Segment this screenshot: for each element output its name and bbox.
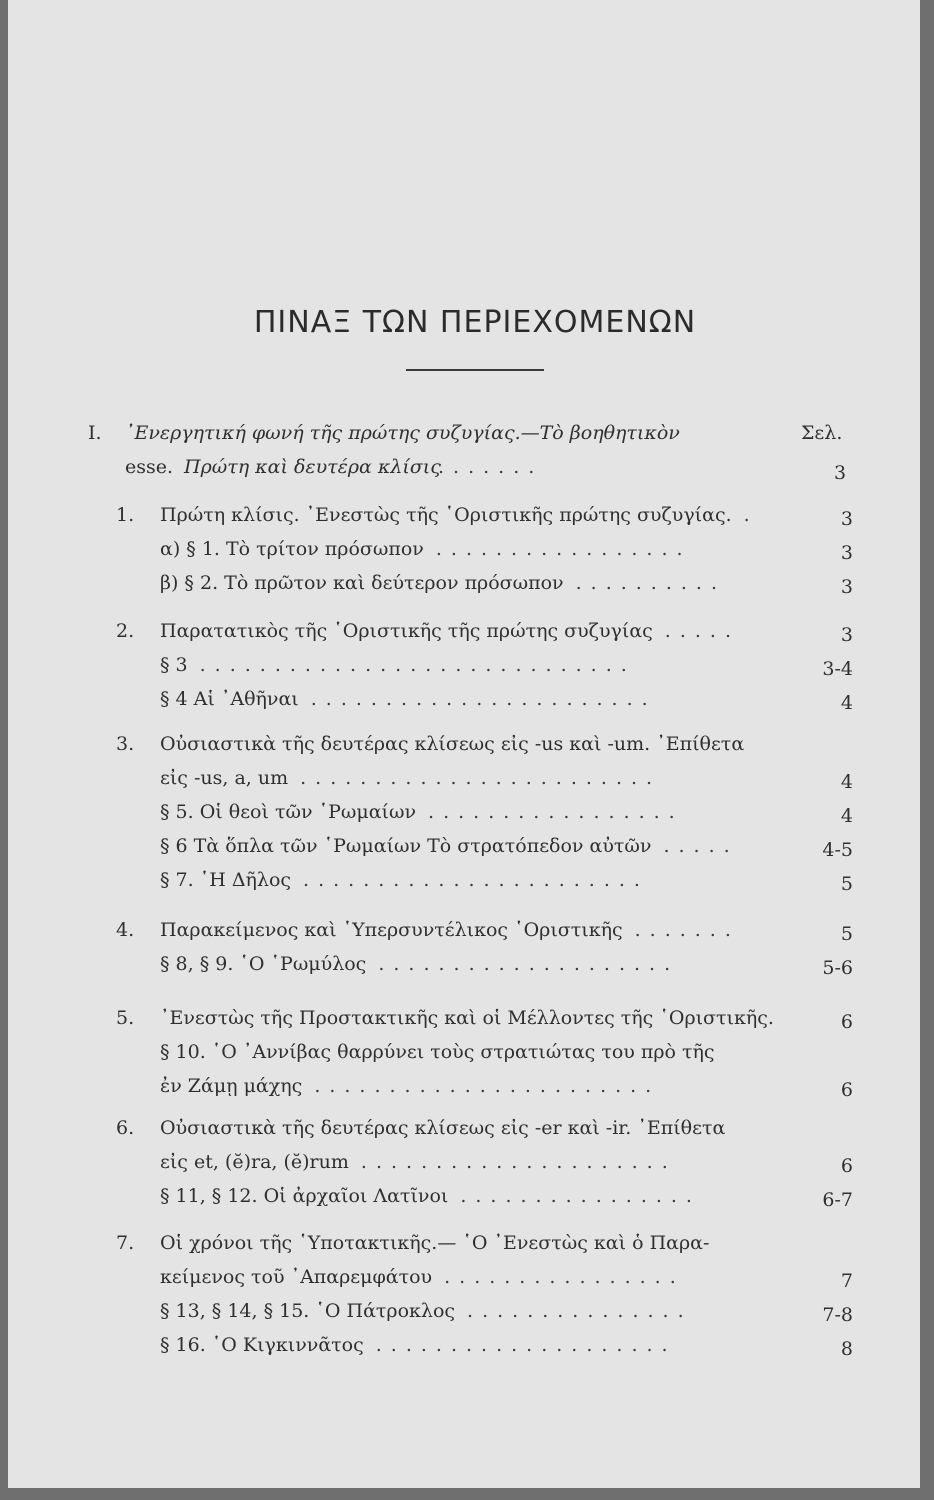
part-numeral: I.	[88, 422, 102, 444]
toc-entry-text: εἰς et, (ĕ)ra, (ĕ)rum	[160, 1151, 349, 1173]
toc-entry-page: 6	[840, 1155, 853, 1177]
toc-entry-page: 4	[840, 692, 853, 714]
part-title-line2b: Πρώτη καὶ δευτέρα κλίσις	[184, 456, 441, 478]
leader-dots: .......................	[303, 869, 649, 891]
part-page: 3	[834, 462, 847, 484]
leader-dots: ...............	[467, 1300, 693, 1322]
toc-entry-text: § 16. ῾Ο Κιγκιννᾶτος	[160, 1334, 364, 1356]
toc-entry-page: 4	[840, 805, 853, 827]
toc-entry-text: § 3	[160, 654, 188, 676]
section-number: 7.	[116, 1232, 135, 1254]
toc-entry-text: § 10. ῾Ο ᾿Αννίβας θαρρύνει τοὺς στρατιώτας του πρὸ τῆς	[160, 1041, 715, 1063]
toc-entry-text: Οὐσιαστικὰ τῆς δευτέρας κλίσεως εἰς -er καὶ -ir. ᾿Επίθετα	[160, 1117, 726, 1139]
leader-dots: ..........	[575, 572, 727, 594]
toc-entry-text: Οἱ χρόνοι τῆς ῾Υποτακτικῆς.— ῾Ο ᾿Ενεστὼς καὶ ὁ Παρα-	[160, 1232, 710, 1254]
leader-dots: ........................	[300, 767, 662, 789]
leader-dots: .................	[435, 538, 692, 560]
toc-entry-text: § 7. ῾Η Δῆλος	[160, 869, 292, 891]
leader-dots: .......................	[310, 688, 657, 710]
toc-entry-page: 6	[840, 1079, 853, 1101]
leader-dots: .................	[428, 801, 684, 823]
page-title: ΠΙΝΑΞ ΤΩΝ ΠΕΡΙΕΧΟΜΕΝΩΝ	[253, 305, 697, 340]
toc-entry-page: 6	[840, 1011, 853, 1033]
toc-entry-text: εἰς -us, a, um	[160, 767, 289, 789]
book-page	[8, 0, 920, 1488]
toc-entry-page: 3-4	[822, 658, 853, 680]
toc-entry-text: § 8, § 9. ῾Ο ῾Ρωμύλος	[160, 953, 367, 975]
leader-dots: ................	[444, 1266, 685, 1288]
toc-entry-page: 5	[840, 873, 853, 895]
toc-entry-page: 6-7	[822, 1189, 853, 1211]
leader-dots: .....................	[360, 1151, 677, 1173]
leader-dots: .....	[664, 620, 740, 642]
title-rule	[406, 369, 544, 371]
toc-entry-page: 3	[840, 508, 853, 530]
section-number: 2.	[116, 620, 135, 642]
leader-dots: ................	[460, 1185, 701, 1207]
leader-dots: .......................	[314, 1075, 661, 1097]
section-number: 6.	[116, 1117, 135, 1139]
toc-entry-page: 7-8	[822, 1304, 853, 1326]
part-title-line1: ᾿Ενεργητική φωνή τῆς πρώτης συζυγίας.—Τὸ βοηθητικὸν	[125, 422, 680, 444]
toc-entry-text: β) § 2. Τὸ πρῶτον καὶ δεύτερον πρόσωπον	[160, 572, 564, 594]
toc-entry-text: § 5. Οἱ θεοὶ τῶν ῾Ρωμαίων	[160, 801, 417, 823]
section-number: 1.	[116, 504, 135, 526]
section-number: 3.	[116, 733, 135, 755]
toc-entry-text: ἐν Ζάμῃ μάχης	[160, 1075, 303, 1097]
leader-dots: ....................	[378, 953, 680, 975]
page-column-header: Σελ.	[801, 422, 843, 444]
toc-entry-text: ᾿Ενεστὼς τῆς Προστακτικῆς καὶ οἱ Μέλλοντες τῆς ῾Οριστικῆς.	[160, 1007, 774, 1029]
toc-entry-page: 3	[840, 542, 853, 564]
leader-dots: .......	[438, 456, 544, 478]
toc-entry-text: κείμενος τοῦ ᾿Απαρεμφάτου	[160, 1266, 433, 1288]
toc-entry-text: § 13, § 14, § 15. ῾Ο Πάτροκλος	[160, 1300, 456, 1322]
toc-entry-page: 4	[840, 771, 853, 793]
toc-entry-text: Παρατατικὸς τῆς ῾Οριστικῆς τῆς πρώτης συζυγίας	[160, 620, 653, 642]
toc-entry-text: § 4 Αἱ ᾿Αθῆναι	[160, 688, 299, 710]
toc-entry-text: α) § 1. Τὸ τρίτον πρόσωπον	[160, 538, 424, 560]
leader-dots: .............................	[199, 654, 636, 676]
toc-entry-page: 8	[840, 1338, 853, 1360]
leader-dots: ....................	[375, 1334, 677, 1356]
toc-entry-text: § 11, § 12. Οἱ ἀρχαῖοι Λατῖνοι	[160, 1185, 449, 1207]
leader-dots: .....	[663, 835, 739, 857]
part-title-line2a: esse.	[125, 456, 174, 478]
toc-entry-page: 3	[840, 576, 853, 598]
section-number: 5.	[116, 1007, 135, 1029]
toc-entry-page: 5-6	[822, 957, 853, 979]
leader-dots: .	[743, 504, 759, 526]
toc-entry-text: Πρώτη κλίσις. ᾿Ενεστὼς τῆς ῾Οριστικῆς πρώτης συζυγίας.	[160, 504, 732, 526]
toc-entry-page: 3	[840, 624, 853, 646]
toc-entry-page: 5	[840, 923, 853, 945]
toc-entry-text: Οὐσιαστικὰ τῆς δευτέρας κλίσεως εἰς -us καὶ -um. ᾿Επίθετα	[160, 733, 745, 755]
section-number: 4.	[116, 919, 135, 941]
leader-dots: .......	[634, 919, 740, 941]
toc-entry-page: 4-5	[822, 839, 853, 861]
toc-entry-text: Παρακείμενος καὶ ῾Υπερσυντέλικος ῾Οριστικῆς	[160, 919, 623, 941]
toc-entry-text: § 6 Τὰ ὅπλα τῶν ῾Ρωμαίων Τὸ στρατόπεδον αὐτῶν	[160, 835, 652, 857]
toc-entry-page: 7	[840, 1270, 853, 1292]
